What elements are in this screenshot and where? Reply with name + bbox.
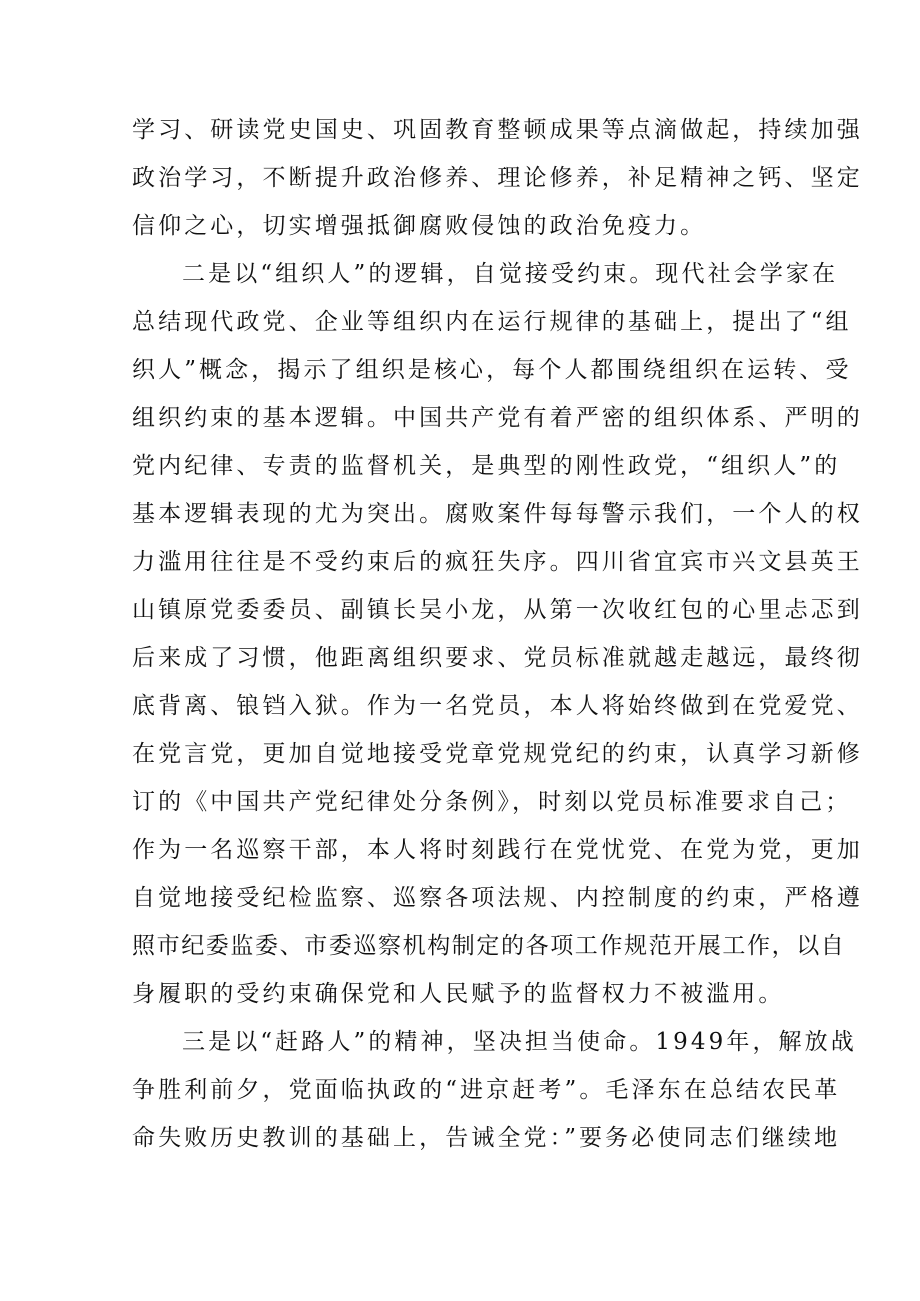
text-line: 照市纪委监委、市委巡察机构制定的各项工作规范开展工作，以自 — [132, 933, 846, 959]
text-line: 后来成了习惯，他距离组织要求、党员标准就越走越远，最终彻 — [132, 645, 863, 671]
text-line: 总结现代政党、企业等组织内在运行规律的基础上，提出了“组 — [132, 309, 852, 335]
text-line: 政治学习，不断提升政治修养、理论修养，补足精神之钙、坚定 — [132, 165, 863, 191]
text-line: 在党言党，更加自觉地接受党章党规党纪的约束，认真学习新修 — [132, 741, 863, 767]
text-line: 信仰之心，切实增强抵御腐败侵蚀的政治免疫力。 — [132, 213, 707, 239]
text-line: 力滥用往往是不受约束后的疯狂失序。四川省宜宾市兴文县英王 — [132, 549, 863, 575]
paragraph-start-line: 二是以“组织人”的逻辑，自觉接受约束。现代社会学家在 — [182, 261, 839, 287]
text-line: 组织约束的基本逻辑。中国共产党有着严密的组织体系、严明的 — [132, 405, 863, 431]
text-line: 争胜利前夕，党面临执政的“进京赶考”。毛泽东在总结农民革 — [132, 1077, 841, 1103]
text-line: 命失败历史教训的基础上，告诫全党：”要务必使同志们继续地 — [132, 1125, 841, 1151]
text-line: 织人”概念，揭示了组织是核心，每个人都围绕组织在运转、受 — [132, 357, 852, 383]
text-line: 基本逻辑表现的尤为突出。腐败案件每每警示我们，一个人的权 — [132, 501, 863, 527]
text-line: 山镇原党委委员、副镇长吴小龙，从第一次收红包的心里忐忑到 — [132, 597, 863, 623]
text-line: 党内纪律、专责的监督机关，是典型的刚性政党，“组织人”的 — [132, 453, 841, 479]
text-line: 自觉地接受纪检监察、巡察各项法规、内控制度的约束，严格遵 — [132, 885, 863, 911]
text-line: 学习、研读党史国史、巩固教育整顿成果等点滴做起，持续加强 — [132, 117, 863, 143]
text-line: 作为一名巡察干部，本人将时刻践行在党忧党、在党为党，更加 — [132, 837, 863, 863]
text-line: 身履职的受约束确保党和人民赋予的监督权力不被滥用。 — [132, 981, 785, 1007]
text-line: 订的《中国共产党纪律处分条例》，时刻以党员标准要求自己； — [132, 789, 852, 815]
text-line: 底背离、锒铛入狱。作为一名党员，本人将始终做到在党爱党、 — [132, 693, 863, 719]
paragraph-start-line: 三是以“赶路人”的精神，坚决担当使命。1949年，解放战 — [182, 1029, 857, 1055]
